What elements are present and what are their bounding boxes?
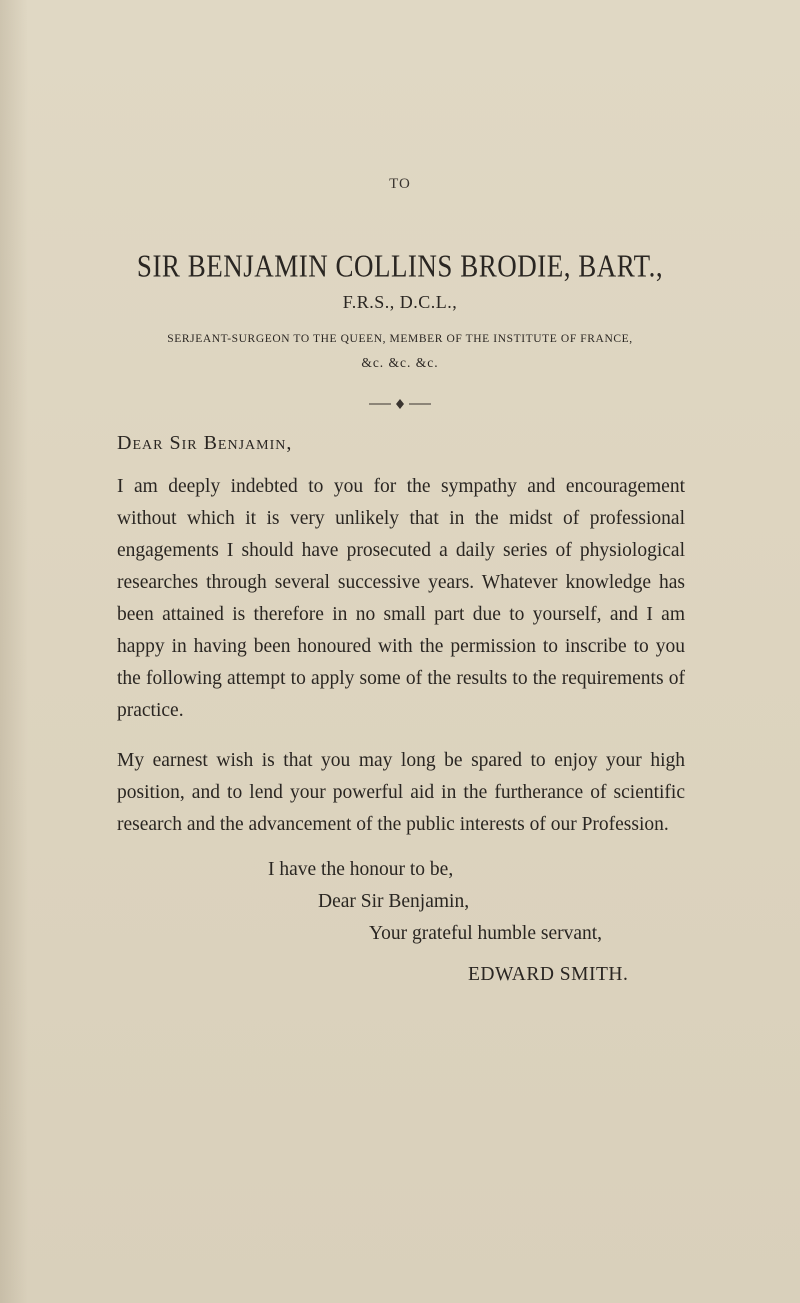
signature: EDWARD SMITH.	[468, 964, 629, 985]
dedication-to: TO	[389, 176, 411, 192]
letter-paragraph: I am deeply indebted to you for the sympathy and encouragement without which it is very unlikely that in the midst of professional engagements I should have prosecuted a daily series of physiological researches through several successive years. Whatever knowledge has been attained is therefore in no small part due to yourself, and I am happy in having been honoured with the permission to inscribe to you the following attempt to apply some of the results to the requirements of practice.	[117, 476, 685, 721]
salutation: Dear Sir Benjamin,	[117, 432, 293, 454]
dedicatee-name: SIR BENJAMIN COLLINS BRODIE, BART.,	[136, 248, 664, 284]
closing-line: Your grateful humble servant,	[369, 923, 603, 944]
closing-line: I have the honour to be,	[268, 859, 454, 880]
ornament-divider	[369, 398, 431, 410]
dedicatee-office: SERJEANT-SURGEON TO THE QUEEN, MEMBER OF THE INSTITUTE OF FRANCE,	[167, 333, 633, 345]
dedicatee-degrees: F.R.S., D.C.L.,	[342, 292, 458, 312]
dedicatee-etc: &c. &c. &c.	[361, 355, 439, 370]
letter-paragraph: My earnest wish is that you may long be spared to enjoy your high position, and to lend your powerful aid in the furtherance of scientific research and the advancement of the public interests of our Profession.	[117, 750, 685, 835]
closing-line: Dear Sir Benjamin,	[318, 891, 470, 912]
